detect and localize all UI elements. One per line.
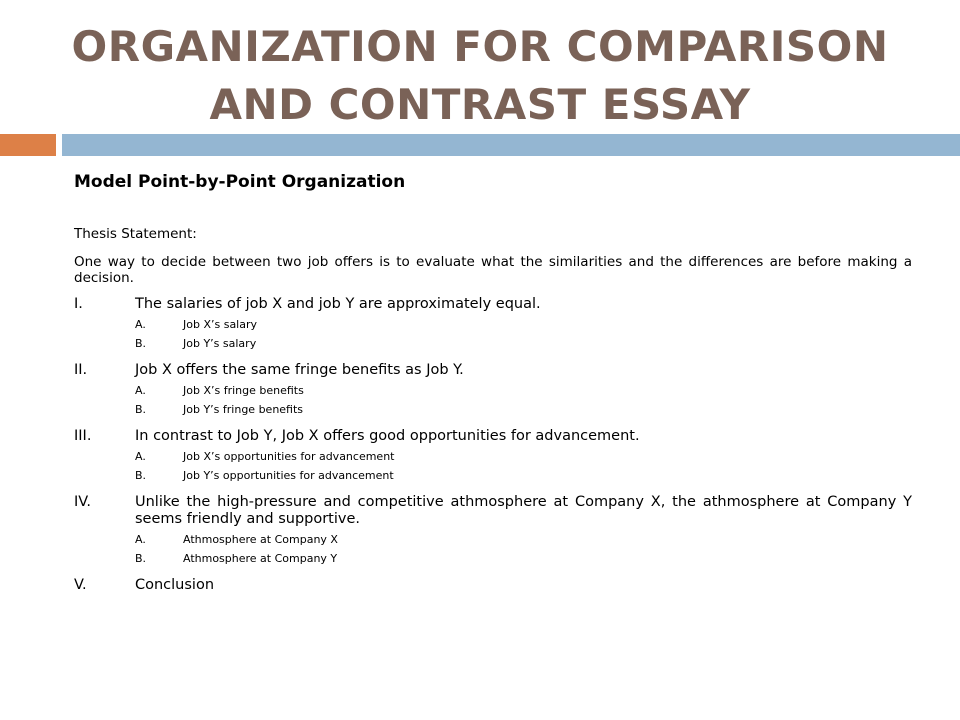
outline-subpoint-text: Job X’s opportunities for advancement bbox=[183, 450, 395, 463]
slide-title: ORGANIZATION FOR COMPARISON AND CONTRAST ESSAY bbox=[71, 22, 889, 129]
outline-subpoint-number: B. bbox=[135, 552, 147, 565]
outline-point bbox=[74, 577, 912, 594]
slide-content bbox=[74, 172, 912, 598]
outline-list bbox=[74, 296, 912, 594]
accent-bar bbox=[0, 134, 56, 156]
outline-subpoint-text: Job Y’s salary bbox=[183, 337, 257, 350]
slide-subtitle: Model Point-by-Point Organization bbox=[74, 172, 406, 192]
outline-point-text: Conclusion bbox=[135, 577, 215, 593]
outline-subpoint bbox=[135, 532, 912, 548]
outline-subpoint-text: Athmosphere at Company Y bbox=[183, 552, 338, 565]
outline-point-number: I. bbox=[74, 296, 83, 312]
outline-subpoint-number: B. bbox=[135, 469, 147, 482]
outline-point-number: V. bbox=[74, 577, 87, 593]
outline-subpoint-text: Job Y’s opportunities for advancement bbox=[183, 469, 394, 482]
outline-subpoint bbox=[135, 317, 912, 333]
outline-subpoint-number: B. bbox=[135, 403, 147, 416]
outline-subpoint-text: Athmosphere at Company X bbox=[183, 533, 338, 546]
outline-subpoint-text: Job Y’s fringe benefits bbox=[183, 403, 304, 416]
outline-point bbox=[74, 494, 912, 528]
outline-point-number: III. bbox=[74, 428, 92, 444]
outline-subpoint bbox=[135, 449, 912, 465]
outline-subpoint bbox=[135, 551, 912, 567]
outline-subpoint-number: A. bbox=[135, 318, 146, 331]
outline-point-number: II. bbox=[74, 362, 88, 378]
outline-subpoint-text: Job X’s salary bbox=[183, 318, 258, 331]
outline-point-number: IV. bbox=[74, 494, 91, 510]
outline-subpoint-number: A. bbox=[135, 533, 146, 546]
outline-point bbox=[74, 362, 912, 379]
outline-subpoint-text: Job X’s fringe benefits bbox=[183, 384, 304, 397]
outline-point-text: Job X offers the same fringe benefits as Job Y. bbox=[135, 362, 464, 378]
thesis-text: One way to decide between two job offers is to evaluate what the similarities and the differences are before making a decision. bbox=[74, 254, 912, 286]
outline-point-text: Unlike the high-pressure and competitive athmosphere at Company X, the athmosphere at Company Y seems friendly and supportive. bbox=[135, 494, 912, 527]
thesis-label: Thesis Statement: bbox=[74, 226, 197, 242]
outline-subpoint-number: A. bbox=[135, 450, 146, 463]
title-underline-bar bbox=[62, 134, 960, 156]
outline-subpoint bbox=[135, 468, 912, 484]
outline-subpoint-number: A. bbox=[135, 384, 146, 397]
outline-point-text: The salaries of job X and job Y are approximately equal. bbox=[135, 296, 541, 312]
outline-point-text: In contrast to Job Y, Job X offers good opportunities for advancement. bbox=[135, 428, 640, 444]
outline-point bbox=[74, 296, 912, 313]
outline-subpoint-number: B. bbox=[135, 337, 147, 350]
outline-point bbox=[74, 428, 912, 445]
outline-subpoint bbox=[135, 402, 912, 418]
outline-subpoint bbox=[135, 383, 912, 399]
outline-subpoint bbox=[135, 336, 912, 352]
